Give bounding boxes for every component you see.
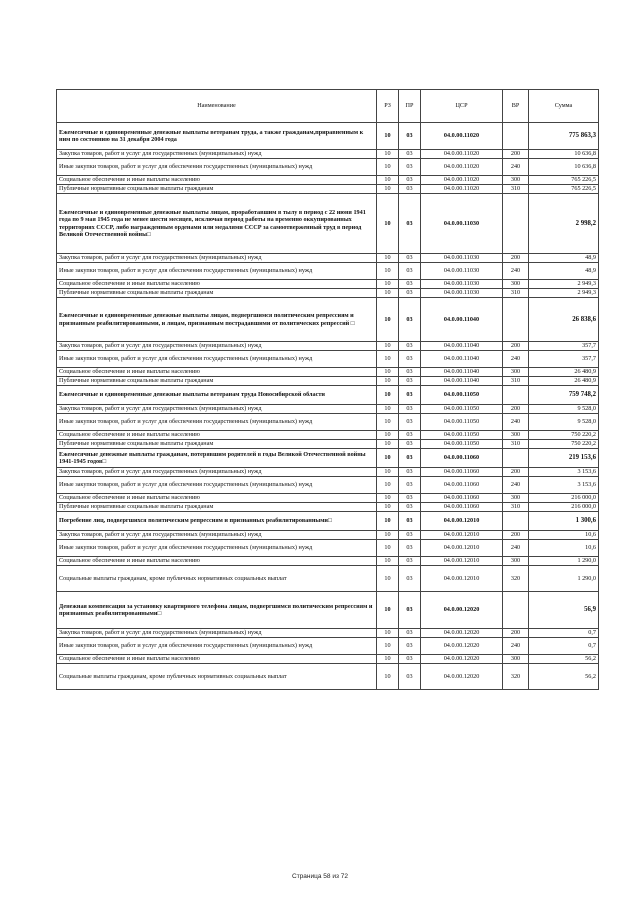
cell-vr: 200: [503, 405, 529, 414]
table-body: [57, 123, 599, 690]
cell-csr: 04.0.00.11060: [421, 477, 503, 494]
cell-rz: 10: [377, 468, 399, 477]
cell-csr: 04.0.00.11040: [421, 351, 503, 368]
table-row-group: [57, 386, 599, 405]
cell-name: Социальное обеспечение и иные выплаты населению: [57, 176, 377, 185]
cell-rz: 10: [377, 431, 399, 440]
cell-name: Закупка товаров, работ и услуг для государственных (муниципальных) нужд: [57, 468, 377, 477]
table-row: [57, 351, 599, 368]
table-row-group: [57, 592, 599, 629]
cell-name: Денежная компенсация за установку квартирного телефона лицам, подвергшимся политическим репрессиям и признанных реабилитированными□: [57, 592, 377, 629]
cell-pr: 03: [399, 342, 421, 351]
cell-sum: 216 000,0: [529, 494, 599, 503]
cell-pr: 03: [399, 557, 421, 566]
cell-csr: 04.0.00.11020: [421, 123, 503, 150]
cell-vr: [503, 123, 529, 150]
cell-pr: 03: [399, 298, 421, 342]
cell-rz: 10: [377, 503, 399, 512]
cell-name: Закупка товаров, работ и услуг для государственных (муниципальных) нужд: [57, 531, 377, 540]
cell-name: Социальное обеспечение и иные выплаты населению: [57, 431, 377, 440]
cell-sum: 216 000,0: [529, 503, 599, 512]
table-row: [57, 531, 599, 540]
cell-csr: 04.0.00.11050: [421, 405, 503, 414]
cell-vr: 200: [503, 342, 529, 351]
cell-pr: 03: [399, 351, 421, 368]
table-row: [57, 468, 599, 477]
cell-vr: 300: [503, 557, 529, 566]
cell-pr: 03: [399, 477, 421, 494]
cell-rz: 10: [377, 566, 399, 592]
cell-pr: 03: [399, 449, 421, 468]
header-rz: РЗ: [377, 90, 399, 123]
cell-sum: 219 153,6: [529, 449, 599, 468]
cell-vr: 200: [503, 629, 529, 638]
cell-name: Публичные нормативные социальные выплаты гражданам: [57, 377, 377, 386]
cell-pr: 03: [399, 405, 421, 414]
cell-rz: 10: [377, 185, 399, 194]
cell-rz: 10: [377, 289, 399, 298]
table-row: [57, 280, 599, 289]
cell-rz: 10: [377, 449, 399, 468]
cell-sum: 1 290,0: [529, 566, 599, 592]
cell-name: Погребение лиц, подвергшихся политическим репрессиям и признанных реабилитированными□: [57, 512, 377, 531]
cell-csr: 04.0.00.11060: [421, 494, 503, 503]
cell-csr: 04.0.00.11050: [421, 440, 503, 449]
cell-sum: 0,7: [529, 638, 599, 655]
cell-vr: 240: [503, 477, 529, 494]
cell-vr: 240: [503, 159, 529, 176]
cell-csr: 04.0.00.11030: [421, 254, 503, 263]
cell-csr: 04.0.00.11030: [421, 263, 503, 280]
cell-csr: 04.0.00.12020: [421, 655, 503, 664]
table-row: [57, 440, 599, 449]
cell-sum: 750 220,2: [529, 431, 599, 440]
cell-csr: 04.0.00.11020: [421, 176, 503, 185]
table-row: [57, 150, 599, 159]
cell-pr: 03: [399, 176, 421, 185]
cell-vr: 240: [503, 540, 529, 557]
cell-sum: 10 636,8: [529, 150, 599, 159]
cell-sum: 9 528,0: [529, 405, 599, 414]
cell-sum: 56,2: [529, 664, 599, 690]
cell-sum: 48,9: [529, 254, 599, 263]
cell-csr: 04.0.00.12010: [421, 557, 503, 566]
cell-pr: 03: [399, 377, 421, 386]
cell-name: Закупка товаров, работ и услуг для государственных (муниципальных) нужд: [57, 254, 377, 263]
cell-name: Иные закупки товаров, работ и услуг для обеспечения государственных (муниципальных) нужд: [57, 263, 377, 280]
cell-rz: 10: [377, 377, 399, 386]
cell-csr: 04.0.00.12020: [421, 638, 503, 655]
cell-name: Социальное обеспечение и иные выплаты населению: [57, 557, 377, 566]
cell-rz: 10: [377, 477, 399, 494]
cell-vr: 300: [503, 655, 529, 664]
cell-csr: 04.0.00.12020: [421, 664, 503, 690]
cell-sum: 10 636,8: [529, 159, 599, 176]
cell-csr: 04.0.00.11060: [421, 503, 503, 512]
cell-vr: 200: [503, 468, 529, 477]
cell-csr: 04.0.00.11030: [421, 280, 503, 289]
cell-sum: 56,9: [529, 592, 599, 629]
table-row: [57, 159, 599, 176]
table-row: [57, 557, 599, 566]
cell-sum: 765 226,5: [529, 185, 599, 194]
cell-pr: 03: [399, 566, 421, 592]
table-row: [57, 503, 599, 512]
cell-csr: 04.0.00.11060: [421, 449, 503, 468]
cell-name: Закупка товаров, работ и услуг для государственных (муниципальных) нужд: [57, 629, 377, 638]
cell-csr: 04.0.00.11050: [421, 431, 503, 440]
table-header-row: [57, 90, 599, 123]
table-row: [57, 477, 599, 494]
cell-sum: 2 998,2: [529, 194, 599, 254]
cell-rz: 10: [377, 592, 399, 629]
cell-vr: 300: [503, 280, 529, 289]
table-row: [57, 664, 599, 690]
table-row: [57, 185, 599, 194]
cell-csr: 04.0.00.11040: [421, 298, 503, 342]
cell-csr: 04.0.00.11020: [421, 150, 503, 159]
cell-rz: 10: [377, 150, 399, 159]
cell-pr: 03: [399, 431, 421, 440]
cell-rz: 10: [377, 176, 399, 185]
cell-pr: 03: [399, 254, 421, 263]
cell-vr: 300: [503, 431, 529, 440]
cell-pr: 03: [399, 280, 421, 289]
cell-rz: 10: [377, 655, 399, 664]
table-row-group: [57, 449, 599, 468]
cell-sum: 357,7: [529, 351, 599, 368]
cell-rz: 10: [377, 440, 399, 449]
cell-csr: 04.0.00.12010: [421, 512, 503, 531]
cell-rz: 10: [377, 531, 399, 540]
cell-name: Социальное обеспечение и иные выплаты населению: [57, 655, 377, 664]
cell-rz: 10: [377, 123, 399, 150]
cell-vr: [503, 449, 529, 468]
cell-rz: 10: [377, 638, 399, 655]
cell-name: Закупка товаров, работ и услуг для государственных (муниципальных) нужд: [57, 342, 377, 351]
cell-csr: 04.0.00.11050: [421, 386, 503, 405]
cell-rz: 10: [377, 159, 399, 176]
cell-vr: [503, 386, 529, 405]
table-row: [57, 655, 599, 664]
page-number: Страница 58 из 72: [292, 873, 348, 880]
cell-name: Закупка товаров, работ и услуг для государственных (муниципальных) нужд: [57, 150, 377, 159]
cell-rz: 10: [377, 351, 399, 368]
cell-csr: 04.0.00.12010: [421, 540, 503, 557]
cell-csr: 04.0.00.11040: [421, 342, 503, 351]
cell-pr: 03: [399, 655, 421, 664]
cell-pr: 03: [399, 531, 421, 540]
cell-vr: 320: [503, 664, 529, 690]
cell-sum: 48,9: [529, 263, 599, 280]
cell-rz: 10: [377, 664, 399, 690]
cell-sum: 2 949,3: [529, 280, 599, 289]
cell-sum: 26 480,9: [529, 377, 599, 386]
cell-vr: 300: [503, 176, 529, 185]
cell-pr: 03: [399, 150, 421, 159]
cell-pr: 03: [399, 503, 421, 512]
cell-pr: 03: [399, 263, 421, 280]
cell-vr: 240: [503, 638, 529, 655]
cell-sum: 56,2: [529, 655, 599, 664]
cell-csr: 04.0.00.12020: [421, 629, 503, 638]
cell-name: Ежемесячные и единовременные денежные выплаты ветеранам труда Новосибирской области: [57, 386, 377, 405]
cell-name: Публичные нормативные социальные выплаты гражданам: [57, 185, 377, 194]
budget-table: [56, 89, 599, 690]
table-row: [57, 566, 599, 592]
cell-pr: 03: [399, 638, 421, 655]
cell-pr: 03: [399, 159, 421, 176]
cell-pr: 03: [399, 512, 421, 531]
cell-pr: 03: [399, 440, 421, 449]
table-row: [57, 289, 599, 298]
cell-rz: 10: [377, 414, 399, 431]
cell-rz: 10: [377, 512, 399, 531]
cell-pr: 03: [399, 386, 421, 405]
cell-sum: 750 220,2: [529, 440, 599, 449]
table-row-group: [57, 123, 599, 150]
cell-name: Иные закупки товаров, работ и услуг для обеспечения государственных (муниципальных) нужд: [57, 540, 377, 557]
cell-rz: 10: [377, 629, 399, 638]
cell-name: Социальное обеспечение и иные выплаты населению: [57, 368, 377, 377]
cell-pr: 03: [399, 494, 421, 503]
table-row: [57, 176, 599, 185]
cell-rz: 10: [377, 254, 399, 263]
cell-vr: 240: [503, 414, 529, 431]
cell-name: Иные закупки товаров, работ и услуг для обеспечения государственных (муниципальных) нужд: [57, 159, 377, 176]
cell-pr: 03: [399, 289, 421, 298]
cell-vr: 310: [503, 377, 529, 386]
cell-pr: 03: [399, 540, 421, 557]
cell-sum: 0,7: [529, 629, 599, 638]
cell-pr: 03: [399, 368, 421, 377]
cell-pr: 03: [399, 664, 421, 690]
cell-sum: 3 153,6: [529, 477, 599, 494]
cell-name: Ежемесячные и единовременные денежные выплаты лицам, подвергшимся политическим репрессиям и признанным реабилитированными, и лицам, признанным пострадавшими от политических репрессий □: [57, 298, 377, 342]
cell-rz: 10: [377, 263, 399, 280]
cell-rz: 10: [377, 280, 399, 289]
cell-vr: 300: [503, 368, 529, 377]
table-row: [57, 405, 599, 414]
table-row: [57, 540, 599, 557]
cell-sum: 1 290,0: [529, 557, 599, 566]
cell-vr: [503, 194, 529, 254]
cell-name: Иные закупки товаров, работ и услуг для обеспечения государственных (муниципальных) нужд: [57, 351, 377, 368]
cell-vr: 310: [503, 503, 529, 512]
cell-vr: 200: [503, 254, 529, 263]
cell-sum: 2 949,3: [529, 289, 599, 298]
cell-csr: 04.0.00.12010: [421, 531, 503, 540]
cell-name: Ежемесячные и единовременные денежные выплаты ветеранам труда, а также гражданам,приравненным к ним по состоянию на 31 декабря 2004 года: [57, 123, 377, 150]
table-row-group: [57, 512, 599, 531]
cell-csr: 04.0.00.11020: [421, 185, 503, 194]
header-pr: ПР: [399, 90, 421, 123]
cell-sum: 3 153,6: [529, 468, 599, 477]
cell-name: Социальное обеспечение и иные выплаты населению: [57, 494, 377, 503]
cell-rz: 10: [377, 494, 399, 503]
header-csr: ЦСР: [421, 90, 503, 123]
cell-pr: 03: [399, 194, 421, 254]
cell-name: Социальное обеспечение и иные выплаты населению: [57, 280, 377, 289]
cell-sum: 26 480,9: [529, 368, 599, 377]
cell-rz: 10: [377, 557, 399, 566]
cell-name: Иные закупки товаров, работ и услуг для обеспечения государственных (муниципальных) нужд: [57, 477, 377, 494]
cell-csr: 04.0.00.11030: [421, 289, 503, 298]
cell-name: Иные закупки товаров, работ и услуг для обеспечения государственных (муниципальных) нужд: [57, 638, 377, 655]
cell-csr: 04.0.00.12010: [421, 566, 503, 592]
cell-csr: 04.0.00.11040: [421, 368, 503, 377]
cell-vr: 200: [503, 150, 529, 159]
budget-page: [56, 89, 598, 690]
cell-csr: 04.0.00.11050: [421, 414, 503, 431]
cell-pr: 03: [399, 185, 421, 194]
cell-vr: 320: [503, 566, 529, 592]
cell-csr: 04.0.00.11040: [421, 377, 503, 386]
cell-name: Публичные нормативные социальные выплаты гражданам: [57, 289, 377, 298]
cell-rz: 10: [377, 298, 399, 342]
cell-vr: 240: [503, 351, 529, 368]
cell-csr: 04.0.00.11020: [421, 159, 503, 176]
cell-rz: 10: [377, 405, 399, 414]
cell-rz: 10: [377, 342, 399, 351]
cell-vr: [503, 592, 529, 629]
cell-vr: 200: [503, 531, 529, 540]
cell-csr: 04.0.00.12020: [421, 592, 503, 629]
table-row-group: [57, 298, 599, 342]
cell-sum: 1 300,6: [529, 512, 599, 531]
cell-vr: 310: [503, 289, 529, 298]
cell-csr: 04.0.00.11030: [421, 194, 503, 254]
cell-rz: 10: [377, 368, 399, 377]
cell-sum: 759 748,2: [529, 386, 599, 405]
table-row: [57, 254, 599, 263]
cell-vr: 300: [503, 494, 529, 503]
cell-sum: 10,6: [529, 531, 599, 540]
cell-vr: 240: [503, 263, 529, 280]
cell-pr: 03: [399, 414, 421, 431]
table-row: [57, 494, 599, 503]
cell-sum: 775 863,3: [529, 123, 599, 150]
cell-name: Публичные нормативные социальные выплаты гражданам: [57, 440, 377, 449]
cell-name: Иные закупки товаров, работ и услуг для обеспечения государственных (муниципальных) нужд: [57, 414, 377, 431]
table-row: [57, 368, 599, 377]
cell-name: Публичные нормативные социальные выплаты гражданам: [57, 503, 377, 512]
cell-vr: [503, 298, 529, 342]
table-row-group: [57, 194, 599, 254]
header-name: Наименование: [57, 90, 377, 123]
header-sum: Сумма: [529, 90, 599, 123]
cell-csr: 04.0.00.11060: [421, 468, 503, 477]
cell-name: Закупка товаров, работ и услуг для государственных (муниципальных) нужд: [57, 405, 377, 414]
cell-vr: 310: [503, 185, 529, 194]
cell-sum: 765 226,5: [529, 176, 599, 185]
cell-sum: 26 838,6: [529, 298, 599, 342]
table-row: [57, 431, 599, 440]
cell-sum: 10,6: [529, 540, 599, 557]
cell-vr: 310: [503, 440, 529, 449]
cell-name: Ежемесячные денежные выплаты гражданам, потерявшим родителей в годы Великой Отечественной войны 1941-1945 годов□: [57, 449, 377, 468]
cell-rz: 10: [377, 540, 399, 557]
table-row: [57, 638, 599, 655]
cell-name: Социальные выплаты гражданам, кроме публичных нормативных социальных выплат: [57, 566, 377, 592]
header-vr: ВР: [503, 90, 529, 123]
cell-rz: 10: [377, 194, 399, 254]
cell-sum: 9 528,0: [529, 414, 599, 431]
cell-pr: 03: [399, 468, 421, 477]
cell-rz: 10: [377, 386, 399, 405]
table-row: [57, 342, 599, 351]
table-row: [57, 414, 599, 431]
cell-name: Социальные выплаты гражданам, кроме публичных нормативных социальных выплат: [57, 664, 377, 690]
cell-name: Ежемесячные и единовременные денежные выплаты лицам, проработавшим в тылу в период с 22 июня 1941 года по 9 мая 1945 года не менее шести месяцев, исключая период работы на временно оккупированных территориях СССР, либо награжденным орденами или медалями СССР за самоотверженный труд в период Великой Отечественной войны□: [57, 194, 377, 254]
cell-vr: [503, 512, 529, 531]
table-row: [57, 629, 599, 638]
table-row: [57, 263, 599, 280]
cell-pr: 03: [399, 629, 421, 638]
cell-sum: 357,7: [529, 342, 599, 351]
cell-pr: 03: [399, 123, 421, 150]
table-row: [57, 377, 599, 386]
cell-pr: 03: [399, 592, 421, 629]
